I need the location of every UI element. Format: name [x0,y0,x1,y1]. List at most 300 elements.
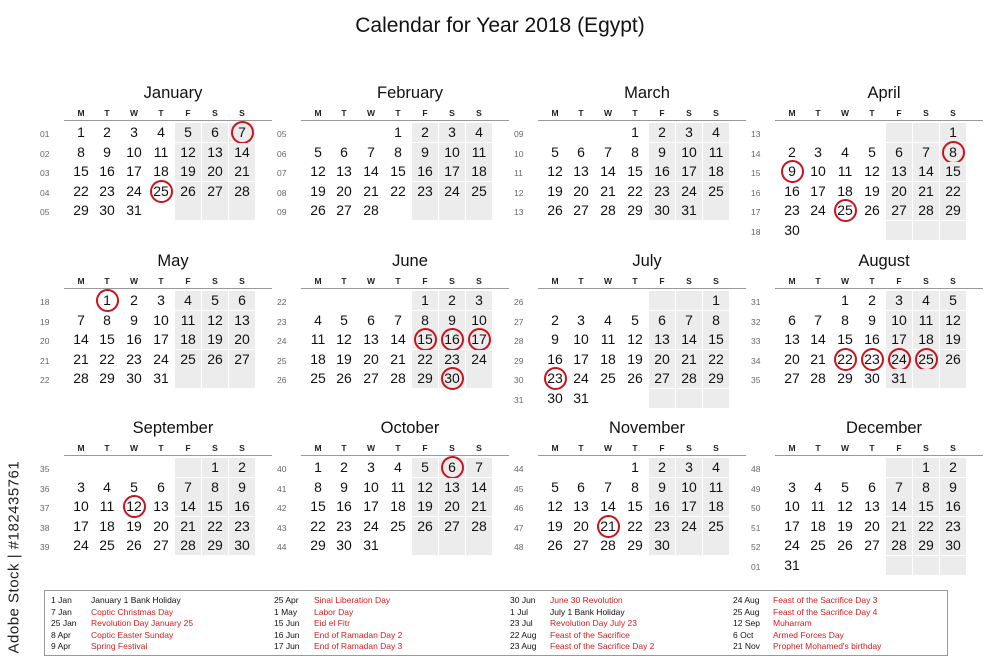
day-cell: 14 [73,331,89,347]
weekend-shade [649,389,675,408]
weekday-header: M [77,276,85,286]
day-cell: 10 [810,163,826,179]
day-cell: 14 [676,330,702,349]
legend-holiday-name: Spring Festival [91,641,148,651]
week-number: 09 [277,207,287,217]
day-cell: 2 [229,458,255,477]
day-cell: 20 [649,350,675,369]
week-number: 35 [40,464,50,474]
day-cell: 14 [175,497,201,516]
day-cell: 12 [310,163,326,179]
legend-date: 23 Jul [510,618,533,628]
month-name: December [845,419,923,437]
day-cell: 26 [940,350,966,369]
legend-entry [510,607,654,619]
day-cell: 9 [439,311,465,330]
day-cell: 23 [649,517,675,536]
day-cell: 29 [940,201,966,220]
day-cell: 11 [810,498,826,514]
holiday-day-cell: 21 [595,517,621,536]
day-cell: 18 [703,497,729,516]
day-cell: 22 [627,182,643,199]
day-cell: 5 [841,478,849,495]
day-cell: 29 [99,370,115,386]
month-name: April [867,84,901,102]
week-number: 02 [40,148,50,159]
weekday-header: F [422,443,428,453]
day-cell: 27 [864,537,880,553]
day-cell: 27 [784,370,800,386]
day-cell: 29 [837,370,853,386]
day-cell: 6 [577,143,585,160]
weekend-shade [175,369,201,388]
day-cell: 16 [412,162,438,181]
legend-date: 24 Aug [733,595,760,605]
week-number: 37 [40,503,50,513]
holiday-day-cell: 15 [412,330,438,349]
day-cell: 16 [784,182,800,199]
weekday-header: T [104,276,110,286]
weekday-header: S [212,443,218,453]
day-cell: 28 [913,201,939,220]
weekday-header: M [314,443,322,453]
month-block-december [741,419,971,573]
weekday-header: S [686,108,692,118]
day-cell: 5 [412,458,438,477]
day-cell: 21 [175,517,201,536]
day-cell: 28 [600,202,616,218]
day-cell: 18 [153,163,169,179]
weekday-header: S [713,108,719,118]
day-cell: 4 [703,458,729,477]
day-cell: 25 [99,537,115,553]
week-number: 42 [277,503,287,513]
day-cell: 8 [394,143,402,160]
header-rule [775,455,983,456]
day-cell: 19 [864,182,880,199]
legend-holiday-name: End of Ramadan Day 3 [314,641,403,651]
day-cell: 30 [229,536,255,555]
legend-date: 1 Jan [51,595,72,605]
day-cell: 1 [77,124,85,140]
header-rule [301,120,509,121]
day-cell: 20 [229,330,255,349]
day-cell: 1 [940,123,966,142]
weekend-shade [466,201,492,220]
week-number: 05 [40,207,50,217]
week-number: 27 [514,316,524,327]
day-cell: 14 [886,497,912,516]
weekday-header: T [158,443,164,453]
day-cell: 28 [466,517,492,536]
day-cell: 23 [126,350,142,367]
month-name: January [143,84,203,102]
day-cell: 29 [73,202,89,218]
day-cell: 24 [363,517,379,534]
legend-entry [51,618,193,630]
week-number: 07 [277,168,287,178]
holiday-legend [44,590,948,656]
day-cell: 11 [99,498,115,514]
day-cell: 10 [363,478,379,495]
weekday-header: S [476,108,482,118]
day-cell: 22 [412,350,438,369]
legend-holiday-name: Feast of the Sacrifice Day 3 [773,595,878,605]
day-cell: 25 [175,350,201,369]
legend-entry [510,641,654,653]
week-number: 52 [751,542,761,552]
weekday-header: W [840,443,850,453]
weekday-header: T [815,443,821,453]
week-number: 41 [277,483,287,494]
day-cell: 4 [157,124,165,140]
legend-holiday-name: Prophet Mohamed's birthday [773,641,882,651]
legend-entry [510,595,654,607]
day-cell: 12 [837,498,853,514]
holiday-day-cell: 25 [913,350,939,369]
day-cell: 20 [573,517,589,534]
legend-date: 25 Aug [733,606,760,617]
day-cell: 24 [676,517,702,536]
day-cell: 6 [649,311,675,330]
legend-entry [51,641,193,653]
day-cell: 1 [202,458,228,477]
month-block-september [30,419,260,569]
day-cell: 6 [229,291,255,310]
day-cell: 21 [229,162,255,181]
day-cell: 28 [390,370,406,386]
day-cell: 9 [130,311,138,328]
day-cell: 1 [314,459,322,475]
day-cell: 23 [649,182,675,201]
legend-holiday-name: Feast of the Sacrifice Day 2 [550,641,655,651]
day-cell: 13 [153,498,169,514]
day-cell: 26 [202,350,228,369]
day-cell: 4 [394,459,402,475]
weekday-header: T [632,108,638,118]
day-cell: 16 [940,497,966,516]
weekend-shade [649,291,675,310]
day-cell: 24 [676,182,702,201]
legend-holiday-name: July 1 Bank Holiday [550,606,625,617]
weekday-header: W [603,276,613,286]
holiday-day-cell: 30 [439,369,465,388]
week-number: 48 [751,464,761,474]
week-number: 20 [40,336,50,346]
weekday-header: W [840,276,850,286]
day-cell: 2 [439,291,465,310]
weekday-header: T [815,108,821,118]
holiday-day-cell: 16 [439,330,465,349]
day-cell: 17 [810,182,826,199]
legend-date: 1 May [274,606,298,617]
day-cell: 18 [310,350,326,367]
day-cell: 15 [837,331,853,347]
day-cell: 12 [627,331,643,347]
week-number: 28 [514,336,524,346]
day-cell: 20 [363,350,379,367]
day-cell: 18 [600,350,616,367]
day-cell: 30 [547,389,563,406]
day-cell: 27 [336,202,352,218]
day-cell: 30 [126,370,142,386]
day-cell: 11 [310,331,326,347]
month-block-may [30,252,260,402]
day-cell: 3 [466,291,492,310]
weekday-header: W [366,276,376,286]
day-cell: 5 [631,311,639,328]
day-cell: 3 [814,143,822,160]
weekday-header: W [129,108,139,118]
day-cell: 24 [73,537,89,553]
day-cell: 26 [864,202,880,218]
day-cell: 20 [336,182,352,199]
day-cell: 27 [229,350,255,369]
day-cell: 22 [99,350,115,367]
day-cell: 12 [547,163,563,179]
day-cell: 7 [77,311,85,328]
day-cell: 19 [837,517,853,534]
weekday-header: S [713,276,719,286]
legend-date: 1 Jul [510,606,528,617]
day-cell: 22 [390,182,406,199]
day-cell: 10 [676,478,702,497]
weekday-header: S [449,276,455,286]
day-cell: 5 [868,143,876,160]
day-cell: 1 [841,292,849,308]
week-number: 17 [751,207,761,217]
day-cell: 19 [126,517,142,534]
day-cell: 15 [627,498,643,514]
weekend-shade [175,201,201,220]
day-cell: 20 [153,517,169,534]
month-name: October [380,419,440,437]
day-cell: 1 [703,291,729,310]
day-cell: 16 [547,350,563,367]
day-cell: 22 [627,517,643,534]
day-cell: 26 [310,202,326,218]
weekday-header: M [314,108,322,118]
day-cell: 30 [649,536,675,555]
day-cell: 24 [810,202,826,218]
day-cell: 14 [600,163,616,179]
day-cell: 13 [202,143,228,162]
month-block-june [267,252,497,402]
day-cell: 21 [810,350,826,367]
holiday-day-cell: 1 [94,291,120,310]
day-cell: 27 [649,369,675,388]
day-cell: 25 [310,370,326,386]
day-cell: 31 [363,537,379,553]
day-cell: 28 [810,370,826,386]
legend-column [274,595,402,653]
day-cell: 5 [130,478,138,495]
weekend-shade [703,201,729,220]
legend-holiday-name: Eid el Fitr [314,618,350,628]
day-cell: 6 [868,478,876,495]
day-cell: 26 [126,537,142,553]
day-cell: 2 [649,123,675,142]
day-cell: 17 [573,350,589,367]
holiday-day-cell: 6 [439,458,465,477]
day-cell: 31 [126,202,142,218]
weekday-header: F [185,443,191,453]
weekday-header: F [422,108,428,118]
day-cell: 26 [412,517,438,536]
day-cell: 10 [886,311,912,330]
legend-entry [274,641,402,653]
day-cell: 11 [175,311,201,330]
header-rule [775,288,983,289]
holiday-day-cell: 23 [859,350,885,369]
day-cell: 13 [784,331,800,347]
day-cell: 17 [676,497,702,516]
day-cell: 21 [676,350,702,369]
legend-date: 6 Oct [733,629,754,640]
day-cell: 27 [363,370,379,386]
day-cell: 5 [340,311,348,328]
legend-holiday-name: Revolution Day January 25 [91,618,194,628]
day-cell: 29 [627,537,643,553]
weekday-header: M [788,276,796,286]
weekday-header: S [950,108,956,118]
weekday-header: T [869,108,875,118]
day-cell: 19 [547,182,563,199]
weekend-shade [940,369,966,388]
day-cell: 8 [631,478,639,495]
day-cell: 25 [390,517,406,534]
day-cell: 3 [577,311,585,328]
weekend-shade [676,536,702,555]
day-cell: 15 [202,497,228,516]
day-cell: 1 [913,458,939,477]
day-cell: 11 [153,143,169,160]
weekday-header: T [395,276,401,286]
day-cell: 28 [229,182,255,201]
holiday-day-cell: 25 [832,201,858,220]
day-cell: 5 [202,291,228,310]
day-cell: 28 [600,537,616,553]
weekend-shade [913,369,939,388]
weekday-header: S [686,443,692,453]
day-cell: 8 [631,143,639,160]
day-cell: 24 [466,350,492,369]
day-cell: 28 [175,536,201,555]
day-cell: 25 [703,517,729,536]
day-cell: 24 [153,350,169,367]
day-cell: 14 [466,478,492,497]
day-cell: 16 [99,163,115,179]
weekend-shade [175,458,201,477]
week-number: 11 [514,168,523,178]
weekday-header: F [185,108,191,118]
month-block-november [504,419,734,569]
day-cell: 19 [336,350,352,367]
week-number: 01 [751,561,761,572]
weekend-shade [229,201,255,220]
weekday-header: S [476,443,482,453]
weekday-header: T [341,443,347,453]
day-cell: 23 [412,182,438,201]
day-cell: 14 [810,331,826,347]
legend-holiday-name: Revolution Day July 23 [550,618,637,628]
month-block-march [504,84,734,234]
day-cell: 3 [788,478,796,495]
weekday-header: T [632,443,638,453]
legend-holiday-name: January 1 Bank Holiday [91,595,181,605]
day-cell: 15 [627,163,643,179]
legend-holiday-name: Coptic Christmas Day [91,606,174,617]
holiday-day-cell: 22 [832,350,858,369]
weekday-header: M [788,108,796,118]
day-cell: 21 [73,350,89,367]
day-cell: 12 [336,331,352,347]
day-cell: 1 [412,291,438,310]
weekend-shade [676,389,702,408]
week-number: 24 [277,336,287,346]
day-cell: 31 [573,389,589,406]
day-cell: 29 [310,537,326,553]
day-cell: 21 [390,350,406,367]
day-cell: 27 [573,202,589,218]
month-name: March [624,84,670,102]
weekday-header: S [713,443,719,453]
day-cell: 26 [547,537,563,553]
day-cell: 28 [363,202,379,218]
weekday-header: F [896,108,902,118]
weekday-header: W [603,108,613,118]
day-cell: 20 [439,497,465,516]
week-number: 29 [514,355,524,366]
day-cell: 18 [466,162,492,181]
day-cell: 14 [600,498,616,514]
weekday-header: F [896,276,902,286]
day-cell: 30 [649,201,675,220]
day-cell: 11 [390,478,406,495]
day-cell: 24 [439,182,465,201]
day-cell: 25 [703,182,729,201]
weekday-header: T [578,276,584,286]
legend-holiday-name: End of Ramadan Day 2 [314,629,403,640]
week-number: 26 [514,297,524,307]
day-cell: 4 [314,311,322,328]
day-cell: 3 [130,124,138,140]
day-cell: 30 [336,537,352,553]
day-cell: 2 [868,292,876,308]
legend-entry [274,618,402,630]
legend-entry [274,595,402,607]
weekend-shade [466,369,492,388]
legend-date: 25 Apr [274,595,299,605]
day-cell: 1 [394,124,402,140]
day-cell: 21 [886,517,912,536]
day-cell: 10 [676,143,702,162]
weekday-header: M [77,443,85,453]
weekend-shade [202,369,228,388]
week-number: 04 [40,187,50,198]
header-rule [64,455,272,456]
day-cell: 13 [229,311,255,330]
header-rule [775,120,983,121]
day-cell: 14 [363,163,379,179]
day-cell: 18 [175,330,201,349]
day-cell: 27 [886,201,912,220]
week-number: 01 [40,129,50,139]
weekend-shade [439,201,465,220]
day-cell: 11 [703,143,729,162]
day-cell: 2 [551,311,559,328]
day-cell: 6 [340,143,348,160]
